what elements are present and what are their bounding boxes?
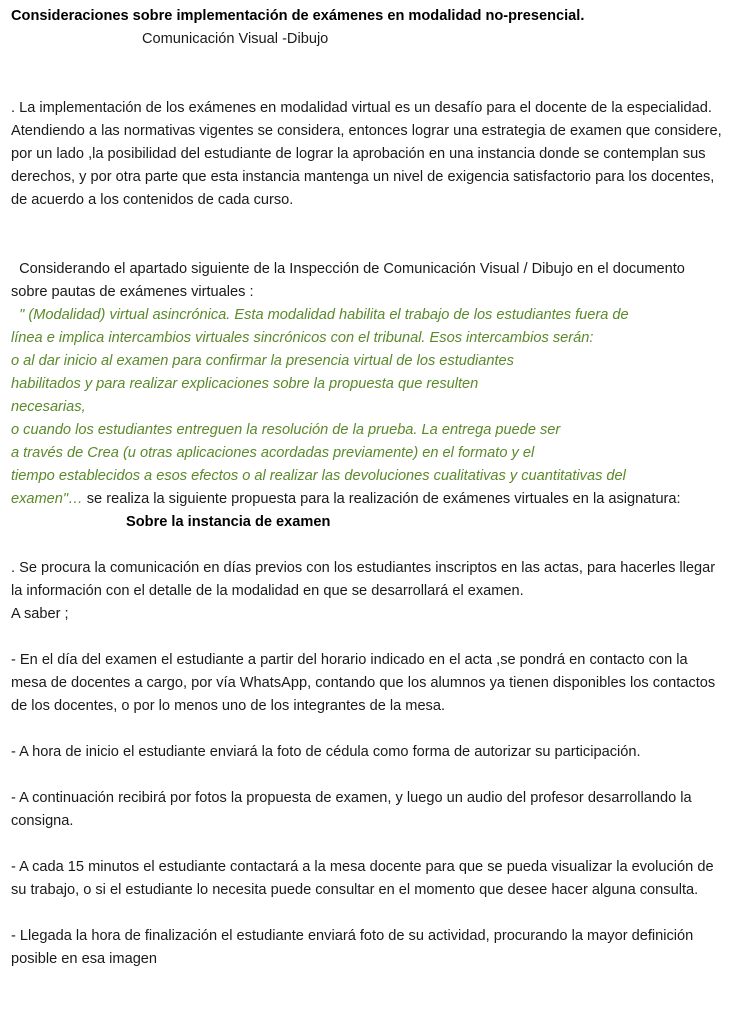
list-item: - En el día del examen el estudiante a partir del horario indicado en el acta ,se pondrá en contacto con la mesa de docentes a cargo, por vía WhatsApp, contando que los alumnos ya tienen disponibles los contactos de los docentes, o por lo menos uno de los integrantes de la mesa. [11,652,716,714]
quote-line: tiempo establecidos a esos efectos o al realizar las devoluciones cualitativas y cuantitativas del [11,468,626,484]
communication-paragraph: . Se procura la comunicación en días previos con los estudiantes inscriptos en las actas, para hacerles llegar la información con el detalle de la modalidad en que se desarrollará el examen. [11,560,716,599]
list-item: - Llegada la hora de finalización el estudiante enviará foto de su actividad, procurando la mayor definición posible en esa imagen [11,928,694,967]
quote-ending-paragraph [11,488,723,511]
quote-line: o cuando los estudiantes entreguen la resolución de la prueba. La entrega puede ser [11,422,561,438]
section-heading: Sobre la instancia de examen [126,514,331,530]
list-item: - A continuación recibirá por fotos la propuesta de examen, y luego un audio del profesor desarrollando la consigna. [11,790,692,829]
document-page [11,5,723,971]
quote-line: o al dar inicio al examen para confirmar la presencia virtual de los estudiantes [11,353,514,369]
quote-line: línea e implica intercambios virtuales sincrónicos con el tribunal. Esos intercambios serán: [11,330,594,346]
quote-line: " (Modalidad) virtual asincrónica. Esta modalidad habilita el trabajo de los estudiantes fuera de [11,307,629,323]
quote-line: necesarias, [11,399,86,415]
list-item: - A cada 15 minutos el estudiante contactará a la mesa docente para que se pueda visualizar la evolución de su trabajo, o si el estudiante lo necesita puede consultar en el momento que desee hacer alguna consulta. [11,859,714,898]
quote-continuation: se realiza la siguiente propuesta para la realización de exámenes virtuales en la asignatura: [82,491,681,507]
a-saber-line: A saber ; [11,606,69,622]
quote-line: a través de Crea (u otras aplicaciones acordadas previamente) en el formato y el [11,445,535,461]
document-title: Consideraciones sobre implementación de exámenes en modalidad no-presencial. [11,8,585,24]
considering-paragraph: Considerando el apartado siguiente de la Inspección de Comunicación Visual / Dibujo en el documento sobre pautas de exámenes virtuales : [11,261,689,300]
intro-paragraph: . La implementación de los exámenes en modalidad virtual es un desafío para el docente de la especialidad. Atendiendo a las normativas vigentes se considera, entonces lograr una estrategia de examen que considere, por un lado ,la posibilidad del estudiante de lograr la aprobación en una instancia donde se contemplan sus derechos, y por otra parte que esta instancia mantenga un nivel de exigencia satisfactorio para los docentes, de acuerdo a los contenidos de cada curso. [11,100,722,208]
document-subtitle: Comunicación Visual -Dibujo [142,31,329,47]
quote-block [11,304,723,511]
quote-end: examen"… [11,491,83,507]
quote-line: habilitados y para realizar explicaciones sobre la propuesta que resulten [11,376,479,392]
list-item: - A hora de inicio el estudiante enviará la foto de cédula como forma de autorizar su participación. [11,744,641,760]
